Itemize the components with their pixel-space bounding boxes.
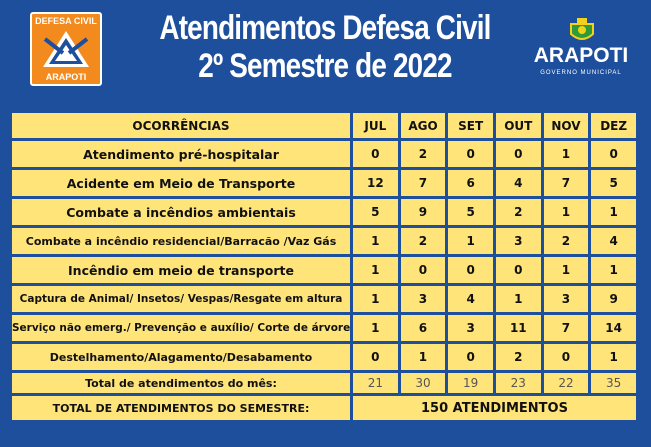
- monthly-total-cell: 30: [401, 373, 446, 393]
- table-cell: 2: [401, 228, 446, 254]
- table-cell: 12: [353, 170, 398, 196]
- table-cell: 0: [496, 257, 541, 283]
- semester-total-value: 150 ATENDIMENTOS: [353, 396, 636, 420]
- table-cell: 4: [496, 170, 541, 196]
- table-row: [12, 141, 636, 167]
- table-cell: 0: [496, 141, 541, 167]
- table-cell: 7: [544, 315, 589, 341]
- table-header-row: [12, 113, 636, 138]
- table-cell: 2: [544, 228, 589, 254]
- table-cell: 1: [353, 228, 398, 254]
- table-cell: 0: [448, 344, 493, 370]
- occurrences-table: [9, 110, 639, 423]
- table-cell: 2: [496, 199, 541, 225]
- table-cell: 0: [591, 141, 636, 167]
- table-cell: 5: [353, 199, 398, 225]
- table-cell: 5: [448, 199, 493, 225]
- table-cell: 6: [401, 315, 446, 341]
- column-header-occurrences: OCORRÊNCIAS: [12, 113, 350, 138]
- column-header-month: OUT: [496, 113, 541, 138]
- table-cell: 2: [401, 141, 446, 167]
- table-cell: 4: [591, 228, 636, 254]
- monthly-total-cell: 19: [448, 373, 493, 393]
- table-cell: 6: [448, 170, 493, 196]
- table-cell: 3: [401, 286, 446, 312]
- table-cell: 3: [496, 228, 541, 254]
- table-cell: 1: [591, 199, 636, 225]
- table-cell: 1: [353, 315, 398, 341]
- row-label: Captura de Animal/ Insetos/ Vespas/Resgate em altura: [12, 286, 350, 312]
- table-cell: 1: [448, 228, 493, 254]
- page-subtitle: 2º Semestre de 2022: [198, 47, 452, 85]
- table-cell: 1: [353, 286, 398, 312]
- row-label: Combate a incêndio residencial/Barracão /Vaz Gás: [12, 228, 350, 254]
- row-label: Combate a incêndios ambientais: [12, 199, 350, 225]
- table-row: [12, 315, 636, 341]
- monthly-total-cell: 21: [353, 373, 398, 393]
- table-row: [12, 344, 636, 370]
- column-header-month: NOV: [544, 113, 589, 138]
- semester-total-label: TOTAL DE ATENDIMENTOS DO SEMESTRE:: [12, 396, 350, 420]
- table-cell: 0: [401, 257, 446, 283]
- monthly-total-label: Total de atendimentos do mês:: [12, 373, 350, 393]
- table-cell: 0: [353, 141, 398, 167]
- table-cell: 9: [591, 286, 636, 312]
- table-cell: 14: [591, 315, 636, 341]
- page-title: Atendimentos Defesa Civil: [159, 9, 491, 47]
- column-header-month: DEZ: [591, 113, 636, 138]
- table-cell: 1: [544, 141, 589, 167]
- table-cell: 0: [448, 257, 493, 283]
- table-cell: 0: [353, 344, 398, 370]
- table-cell: 1: [401, 344, 446, 370]
- table-cell: 2: [496, 344, 541, 370]
- monthly-total-cell: 22: [544, 373, 589, 393]
- table-cell: 1: [591, 257, 636, 283]
- arapoti-subtitle: GOVERNO MUNICIPAL: [540, 70, 622, 76]
- table-cell: 0: [448, 141, 493, 167]
- row-label: Incêndio em meio de transporte: [12, 257, 350, 283]
- monthly-total-cell: 35: [591, 373, 636, 393]
- table-cell: 7: [401, 170, 446, 196]
- table-row: [12, 199, 636, 225]
- row-label: Serviço não emerg./ Prevenção e auxílio/ Corte de árvore: [12, 315, 350, 341]
- column-header-month: SET: [448, 113, 493, 138]
- column-header-month: AGO: [401, 113, 446, 138]
- row-label: Acidente em Meio de Transporte: [12, 170, 350, 196]
- header: [0, 0, 651, 102]
- row-label: Destelhamento/Alagamento/Desabamento: [12, 344, 350, 370]
- defesa-civil-logo: [30, 12, 102, 86]
- table-cell: 4: [448, 286, 493, 312]
- arapoti-logo: [530, 18, 632, 88]
- table-cell: 3: [544, 286, 589, 312]
- table-cell: 1: [496, 286, 541, 312]
- table-row: [12, 170, 636, 196]
- table-cell: 1: [544, 199, 589, 225]
- coat-of-arms-icon: [568, 18, 596, 44]
- row-label: Atendimento pré-hospitalar: [12, 141, 350, 167]
- table-cell: 9: [401, 199, 446, 225]
- table-cell: 1: [544, 257, 589, 283]
- table-cell: 1: [591, 344, 636, 370]
- table-cell: 7: [544, 170, 589, 196]
- table-row: [12, 286, 636, 312]
- logo-top-text: DEFESA CIVIL: [35, 16, 97, 26]
- table-cell: 5: [591, 170, 636, 196]
- table-cell: 1: [353, 257, 398, 283]
- monthly-total-cell: 23: [496, 373, 541, 393]
- table-row: [12, 228, 636, 254]
- table-cell: 0: [544, 344, 589, 370]
- logo-bottom-text: ARAPOTI: [45, 72, 87, 82]
- defesa-civil-emblem-icon: [41, 29, 91, 69]
- semester-total-row: [12, 396, 636, 420]
- table-cell: 11: [496, 315, 541, 341]
- table-row: [12, 257, 636, 283]
- table-cell: 3: [448, 315, 493, 341]
- arapoti-brand: ARAPOTI: [533, 44, 629, 67]
- monthly-total-row: [12, 373, 636, 393]
- column-header-month: JUL: [353, 113, 398, 138]
